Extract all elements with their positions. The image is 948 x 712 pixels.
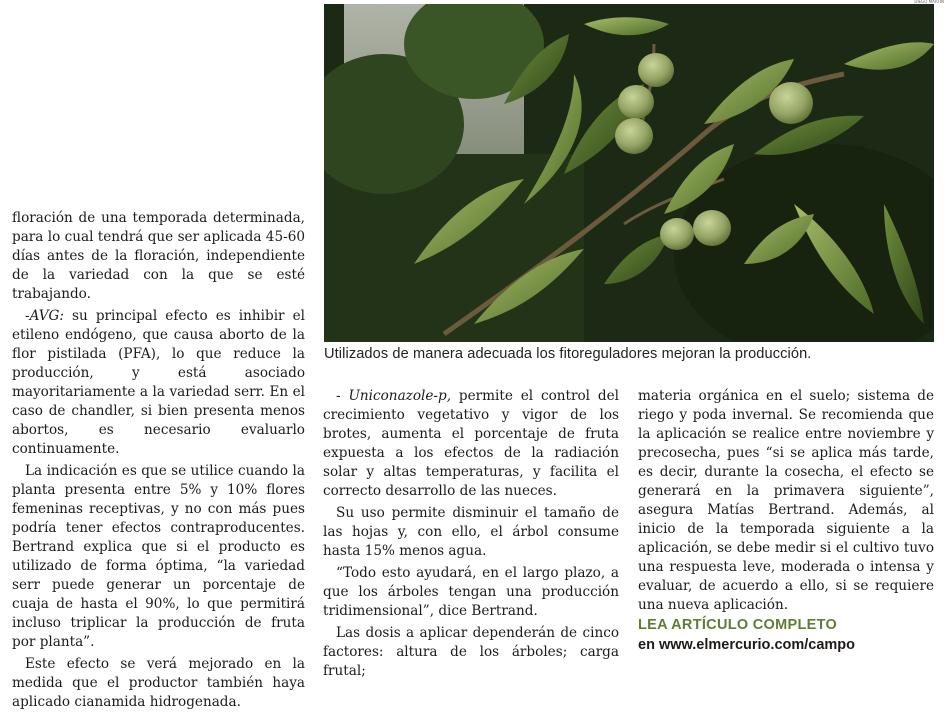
paragraph: Las dosis a aplicar dependerán de cinco factores: altura de los árboles; carga frutal; (323, 625, 619, 679)
article-column-3 (638, 387, 934, 615)
paragraph: La indicación es que se utilice cuando la planta presenta entre 5% y 10% flores femeninas receptivas, y no con más pues podría tener efectos contraproducentes. Bertrand explica que si el producto es utilizado de forma óptima, “la variedad serr puede generar un porcentaje de cuaja de hasta el 90%, lo que permitirá incluso triplicar la producción de fruta por planta”. (12, 463, 305, 650)
paragraph-text: permite el control del crecimiento vegetativo y vigor de los brotes, aumenta el porcentaje de fruta expuesta a los efectos de la radiación solar y altas temperaturas, y facilita el correcto desarrollo de las nueces. (323, 388, 619, 499)
read-full-article-heading: LEA ARTÍCULO COMPLETO (638, 617, 838, 633)
paragraph-avg (12, 307, 305, 459)
term-uniconazole: Uniconazole-p, (348, 388, 452, 404)
list-dash: - (25, 308, 30, 324)
paragraph: Su uso permite disminuir el tamaño de las hojas y, con ello, el árbol consume hasta 15% menos agua. (323, 505, 619, 559)
article-column-1 (12, 209, 305, 712)
paragraph: materia orgánica en el suelo; sistema de riego y poda invernal. Se recomienda que la aplicación se realice entre noviembre y precosecha, pues “si se aplica más tarde, es decir, durante la cosecha, el efecto se generará en la primavera siguiente”, asegura Matías Bertrand. Además, al inicio de la temporada siguiente a la aplicación, se debe medir si el cultivo tuvo una respuesta leve, moderada o intensa y evaluar, de acuerdo a ello, si se requiere una nueva aplicación. (638, 388, 934, 613)
paragraph: floración de una temporada determinada, para lo cual tendrá que ser aplicada 45-60 días antes de la floración, independiente de la variedad con la que se esté trabajando. (12, 210, 305, 302)
article-url-link[interactable]: en www.elmercurio.com/campo (638, 637, 856, 653)
paragraph-text: su principal efecto es inhibir el etileno endógeno, que causa aborto de la flor pistilada (PFA), lo que reduce la producción, y está asociado mayoritariamente a la variedad serr. En el caso de chandler, si bien presenta menos abortos, es necesario evaluarlo continuamente. (12, 308, 305, 457)
paragraph: “Todo esto ayudará, en el largo plazo, a que los árboles tengan una producción tridimensional”, dice Bertrand. (323, 565, 619, 619)
paragraph: Este efecto se verá mejorado en la medida que el productor también haya aplicado cianamida hidrogenada. (12, 656, 305, 710)
article-column-2 (323, 387, 619, 681)
list-dash: - (336, 388, 349, 404)
walnut-branch-illustration (324, 4, 934, 342)
paragraph-uniconazole (323, 387, 619, 501)
article-photo (324, 4, 934, 342)
term-avg: AVG: (29, 308, 64, 324)
photo-credit: DIEGO MARTIN (914, 0, 944, 4)
photo-caption: Utilizados de manera adecuada los fitoreguladores mejoran la producción. (324, 346, 812, 362)
